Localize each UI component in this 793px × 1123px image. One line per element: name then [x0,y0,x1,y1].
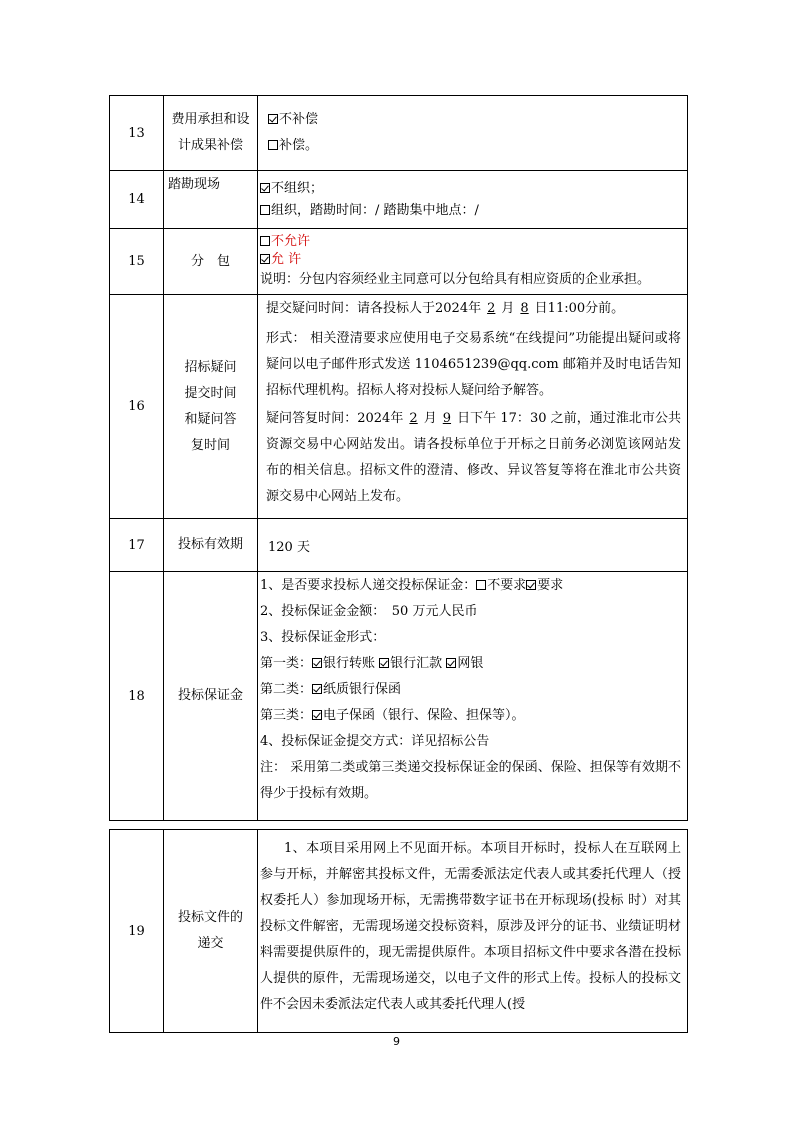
row-label [164,295,258,519]
option-label: 允 许 [271,251,302,267]
row-content [258,830,688,1033]
checkbox-checked-icon[interactable] [446,658,456,668]
text: 第三类： [260,708,313,723]
deposit-required-line [260,573,681,599]
row-content [258,572,688,821]
checkbox-checked-icon[interactable] [312,658,322,668]
checkbox-checked-icon[interactable] [260,183,270,193]
row-number: 15 [110,229,164,295]
option-label: 要求 [537,578,564,593]
page-number: 9 [393,1035,400,1048]
bid-info-table-continued [109,829,688,1033]
row-number: 17 [110,519,164,572]
deposit-note: 注： 采用第二类或第三类递交投标保证金的保函、保险、担保等有效期不得少于投标有效期。 [260,760,681,801]
text: 提交疑问时间：请各投标人于2024年 [266,301,482,316]
text: 日11:00分前。 [534,301,625,316]
text: 日下午 17：30 之前，通过淮北市公共资源交易中心网站发出。请各投标单位于开标之日前务必浏览该网站发布的相关信息。招标文件的澄清、修改、异议答复等将在淮北市公共资源交易中心网站上发布。 [266,411,681,504]
table-row-14 [110,171,688,229]
table-row-15 [110,229,688,295]
option-organize [260,200,681,222]
option-label: 银行转账 [323,656,376,671]
option-no-compensation [268,107,681,133]
option-label: 不允许 [271,233,311,249]
text: 第二类： [260,682,313,697]
row-label-line: 投标文件的 [177,910,243,925]
row-number: 18 [110,572,164,821]
row-content [258,229,688,295]
table-row-17 [110,519,688,572]
row-label-line: 招标疑问 [184,359,237,375]
text: 月 [423,411,437,426]
row-label: 投标保证金 [164,572,258,821]
reply-month: 2 [409,411,418,426]
text: 1、是否要求投标人递交投标保证金： [260,578,477,593]
submit-day: 8 [520,301,529,316]
table-row-13 [110,96,688,171]
deposit-type-2 [260,677,681,703]
deposit-submit-method: 4、投标保证金提交方式：详见招标公告 [260,734,490,749]
option-label: 银行汇款 [390,656,443,671]
row-label: 投标有效期 [164,519,258,572]
deposit-type-1 [260,651,681,677]
text: 疑问答复时间：2024年 [266,411,404,426]
row-label [164,96,258,171]
reply-day: 9 [442,411,452,426]
option-label: 不补偿 [279,112,319,127]
checkbox-checked-icon[interactable] [312,684,322,694]
option-not-organize [260,178,681,200]
checkbox-unchecked-icon[interactable] [260,205,270,215]
row-content [258,96,688,171]
row-number: 16 [110,295,164,519]
table-row-16 [110,295,688,519]
validity-value: 120 天 [258,519,688,572]
row-label-line: 和疑问答 [184,411,237,427]
deposit-type-3 [260,703,681,729]
checkbox-unchecked-icon[interactable] [476,580,486,590]
option-label: 纸质银行保函 [323,682,402,697]
row-label: 踏勘现场 [164,171,258,229]
deposit-form-line: 3、投标保证金形式： [260,630,386,645]
option-compensation [268,133,681,159]
row-label: 分 包 [164,229,258,295]
option-allowed [260,251,681,269]
question-submit-time [266,296,681,322]
option-label: 不要求 [487,578,527,593]
text: 月 [501,301,515,316]
submission-text: 1、本项目采用网上不见面开标。本项目开标时，投标人在互联网上参与开标，并解密其投标文件，无需委派法定代表人或其委托代理人（授权委托人）参加现场开标，无需携带数字证书在开标现场(投标 时）对其投标文件解密，无需现场递交投标资料，原涉及评分的证书、业绩证明材料需要提供原件的，现无需提供原件。本项目招标文件中要求各潜在投标人提供的原件，无需现场递交，以电子文件的形式上传。投标人的投标文件不会因未委派法定代表人或其委托代理人(授 [260,841,681,1012]
row-content [258,171,688,229]
bid-info-table [109,95,688,821]
checkbox-checked-icon[interactable] [379,658,389,668]
row-label [164,830,258,1033]
checkbox-checked-icon[interactable] [526,580,536,590]
deposit-amount-line: 2、投标保证金金额： 50 万元人民币 [260,604,478,619]
checkbox-checked-icon[interactable] [268,114,278,124]
table-row-18 [110,572,688,821]
checkbox-unchecked-icon[interactable] [268,140,278,150]
option-label: 组织，踏勘时间：/ 踏勘集中地点：/ [271,202,479,218]
option-not-allowed [260,233,681,251]
submit-month: 2 [487,301,496,316]
row-label-line: 递交 [197,936,224,951]
text: 第一类： [260,656,313,671]
subcontract-note: 说明：分包内容须经业主同意可以分包给具有相应资质的企业承担。 [260,271,651,287]
row-number: 19 [110,830,164,1033]
option-label: 网银 [457,656,484,671]
row-content [258,295,688,519]
checkbox-unchecked-icon[interactable] [260,236,270,246]
question-form-text: 形式： 相关澄清要求应使用电子交易系统“在线提问”功能提出疑问或将疑问以电子邮件形式发送 1104651239@qq.com 邮箱并及时电话告知招标代理机构。招标人将对投标人疑问给予解答。 [266,331,681,398]
checkbox-checked-icon[interactable] [260,254,270,264]
row-number: 14 [110,171,164,229]
row-label-line: 提交时间 [184,385,237,401]
table-row-19 [110,830,688,1033]
row-label-line: 计成果补偿 [177,138,243,153]
option-label: 补偿。 [279,138,319,153]
row-number: 13 [110,96,164,171]
reply-time-text [266,406,681,510]
row-label-line: 费用承担和设 [171,112,250,127]
option-label: 电子保函（银行、保险、担保等）。 [323,708,525,723]
row-label-line: 复时间 [190,437,230,453]
option-label: 不组织； [271,180,324,196]
checkbox-checked-icon[interactable] [312,710,322,720]
